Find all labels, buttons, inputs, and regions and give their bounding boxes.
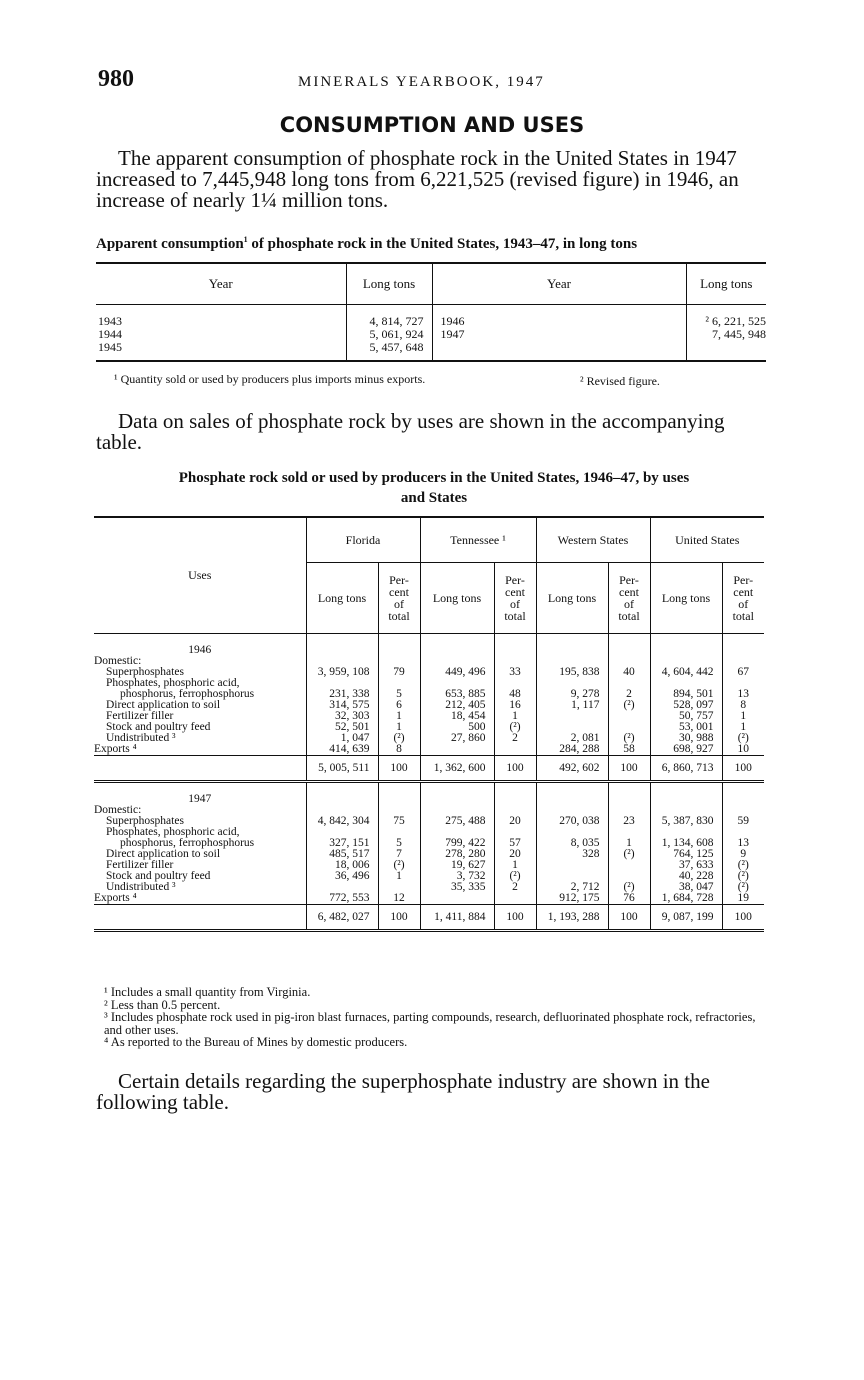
- t2-empty-cell: [650, 634, 722, 657]
- t1-tons-1944: 5, 061, 924: [369, 327, 424, 341]
- table1-caption-a: Apparent consumption: [96, 236, 244, 252]
- t2-cell-undistributed: (²): [737, 881, 749, 893]
- paragraph-3-text: Certain details regarding the superphosphate industry are shown in the following table.: [96, 1069, 710, 1114]
- t2-label-fertilizer-filler: Fertilizer filler: [94, 711, 306, 722]
- t2-cell-superphosphates: 59: [737, 815, 749, 827]
- t2-cell-fertilizer-filler: [608, 711, 650, 722]
- t1-year-1947: 1947: [440, 327, 465, 341]
- t2-head-us: United States: [650, 517, 764, 563]
- t2-cell-direct-application: 764, 125: [650, 849, 722, 860]
- section-title: CONSUMPTION AND USES: [279, 113, 585, 137]
- t2-total-cell: 6, 860, 713: [650, 756, 722, 782]
- t1-head-year-left: Year: [96, 263, 346, 305]
- t2-cell-phosphates: 9, 278: [536, 689, 608, 700]
- t2-cell-exports: [494, 744, 536, 756]
- t1-head-tons-left: Long tons: [346, 263, 432, 305]
- t1-year-1945: 1945: [98, 340, 122, 354]
- t2-label-exports: Exports ⁴: [94, 893, 306, 905]
- pct-l1: Per-: [733, 573, 754, 587]
- pct-l3: of: [510, 597, 520, 611]
- t2-total-cell: 1, 411, 884: [420, 905, 494, 931]
- t2-cell-fertilizer-filler: 1: [740, 710, 747, 722]
- t2-empty-cell: [306, 782, 378, 806]
- t2-cell-undistributed: (²): [608, 882, 650, 893]
- t2-footnote-4: ⁴ As reported to the Bureau of Mines by domestic producers.: [104, 1035, 408, 1049]
- t2-empty-cell: [420, 782, 494, 806]
- t2-label-phosphates-label: Phosphates, phosphoric acid,: [94, 678, 306, 689]
- t2-cell-direct-application: 8: [740, 699, 747, 711]
- t2-cell-superphosphates: 270, 038: [536, 816, 608, 827]
- t2-cell-undistributed: 2, 712: [536, 882, 608, 893]
- t2-cell-fertilizer-filler: (²): [378, 860, 420, 871]
- t2-cell-phosphates: 48: [494, 689, 536, 700]
- t2-cell-stock-feed: 53, 001: [650, 722, 722, 733]
- t2-sub-pct-ws: [608, 563, 650, 634]
- t2-cell-superphosphates: 23: [608, 816, 650, 827]
- t2-total-label: [94, 905, 306, 931]
- t2-label-undistributed: Undistributed ³: [94, 733, 306, 744]
- running-title: MINERALS YEARBOOK, 1947: [298, 74, 545, 90]
- page-number: 980: [98, 66, 134, 92]
- pct-l2: cent: [733, 585, 754, 599]
- t2-cell-phosphates: 8, 035: [536, 838, 608, 849]
- t2-empty-cell: [536, 634, 608, 657]
- t2-cell-fertilizer-filler: 32, 303: [306, 711, 378, 722]
- t2-cell-fertilizer-filler: 1: [494, 711, 536, 722]
- t2-cell-undistributed: 2: [494, 882, 536, 893]
- t2-total-cell: 100: [494, 905, 536, 931]
- t2-sub-pct-us: [722, 563, 764, 634]
- t2-total-cell: 100: [378, 756, 420, 782]
- t2-empty-cell: [378, 634, 420, 657]
- intro-text: The apparent consumption of phosphate rock in the United States in 1947 increased to 7,445,948 long tons from 6,221,525 (revised figure) in 1946, an increase of nearly 1¼ million tons.: [96, 146, 739, 212]
- t2-cell-phosphates: 231, 338: [306, 689, 378, 700]
- t2-total-cell: 1, 193, 288: [536, 905, 608, 931]
- t2-cell-stock-feed: 40, 228: [650, 871, 722, 882]
- pct-l2: cent: [389, 585, 409, 599]
- t2-cell-fertilizer-filler: [536, 860, 608, 871]
- pct-l4: total: [732, 609, 754, 623]
- t2-footnote-3: ³ Includes phosphate rock used in pig-iron blast furnaces, parting compounds, research, defluorinated phosphate rock, refractories, and other uses.: [104, 1010, 756, 1037]
- t1-right-tons: [686, 305, 766, 362]
- t2-total-cell: 100: [722, 905, 764, 931]
- pct-l3: of: [394, 597, 404, 611]
- t2-cell-stock-feed: 1: [378, 722, 420, 733]
- t2-cell-superphosphates: 40: [608, 667, 650, 678]
- t2-cell-exports: 912, 175: [536, 893, 608, 905]
- table2-caption-line1: Phosphate rock sold or used by producers in the United States, 1946–47, by uses: [178, 470, 690, 486]
- t2-cell-exports: 698, 927: [650, 744, 722, 756]
- t2-cell-direct-application: 314, 575: [306, 700, 378, 711]
- t2-row-stock-feed: [94, 871, 764, 882]
- t2-total-cell: 6, 482, 027: [306, 905, 378, 931]
- t2-cell-phosphates: 2: [608, 689, 650, 700]
- t2-total-cell: 100: [494, 756, 536, 782]
- t2-cell-phosphates: 894, 501: [650, 689, 722, 700]
- t2-empty-cell: [536, 782, 608, 806]
- t2-cell-superphosphates: 195, 838: [536, 667, 608, 678]
- t2-total-cell: 9, 087, 199: [650, 905, 722, 931]
- t2-cell-undistributed: 27, 860: [420, 733, 494, 744]
- t2-cell-stock-feed: (²): [494, 871, 536, 882]
- t2-label-phosphates-label: Phosphates, phosphoric acid,: [94, 827, 306, 838]
- t2-cell-superphosphates: 4, 842, 304: [306, 816, 378, 827]
- t2-total-row: [94, 756, 764, 782]
- t2-cell-fertilizer-filler: 19, 627: [420, 860, 494, 871]
- t2-cell-superphosphates: 3, 959, 108: [306, 667, 378, 678]
- t1-tons-1945: 5, 457, 648: [369, 340, 424, 354]
- t2-cell-stock-feed: 1: [740, 721, 747, 733]
- t2-empty-cell: [494, 634, 536, 657]
- t2-total-cell: 492, 602: [536, 756, 608, 782]
- t2-total-cell: 1, 362, 600: [420, 756, 494, 782]
- uses-table: [94, 516, 764, 932]
- page-header: [98, 66, 768, 96]
- t2-cell-fertilizer-filler: 50, 757: [650, 711, 722, 722]
- t2-cell-fertilizer-filler: 37, 633: [650, 860, 722, 871]
- t2-cell-undistributed: (²): [378, 733, 420, 744]
- t2-label-superphosphates: Superphosphates: [94, 667, 306, 678]
- t2-cell-fertilizer-filler: 1: [494, 860, 536, 871]
- t2-cell-undistributed: 38, 047: [650, 882, 722, 893]
- t2-cell-direct-application: 6: [378, 700, 420, 711]
- t2-cell-fertilizer-filler: [608, 860, 650, 871]
- t2-cell-exports: [420, 744, 494, 756]
- t2-empty-cell: [494, 782, 536, 806]
- table1-caption-sup: 1: [243, 235, 248, 244]
- t2-year-label: 1946: [94, 634, 306, 657]
- t2-year-label: 1947: [94, 782, 306, 806]
- t2-cell-exports: 19: [737, 892, 749, 904]
- t2-empty-cell: [650, 782, 722, 806]
- t2-cell-exports: 12: [378, 893, 420, 905]
- t2-cell-fertilizer-filler: 18, 006: [306, 860, 378, 871]
- t2-cell-direct-application: 20: [494, 849, 536, 860]
- t2-cell-phosphates: 799, 422: [420, 838, 494, 849]
- t2-cell-phosphates: 5: [378, 838, 420, 849]
- t2-cell-direct-application: 212, 405: [420, 700, 494, 711]
- t2-sub-pct-tn: [494, 563, 536, 634]
- t2-label-direct-application: Direct application to soil: [94, 700, 306, 711]
- table1-caption-b: of phosphate rock in the United States, 1943–47, in long tons: [247, 236, 638, 252]
- t2-cell-fertilizer-filler: (²): [737, 859, 749, 871]
- t2-cell-stock-feed: 36, 496: [306, 871, 378, 882]
- t2-footnote-2: ² Less than 0.5 percent.: [104, 997, 221, 1012]
- table1-body-row: [96, 305, 766, 362]
- t2-label-stock-feed: Stock and poultry feed: [94, 871, 306, 882]
- pct-l4: total: [618, 609, 640, 623]
- t2-cell-superphosphates: 67: [737, 666, 749, 678]
- t2-cell-stock-feed: 52, 501: [306, 722, 378, 733]
- t2-cell-exports: 284, 288: [536, 744, 608, 756]
- t2-total-cell: 100: [722, 756, 764, 782]
- pct-l4: total: [388, 609, 410, 623]
- intro-paragraph: [96, 148, 772, 211]
- t2-cell-phosphates: 13: [737, 688, 749, 700]
- t2-cell-direct-application: 528, 097: [650, 700, 722, 711]
- pct-l4: total: [504, 609, 526, 623]
- t1-head-tons-right: Long tons: [686, 263, 766, 305]
- t2-sub-tons-us: Long tons: [650, 563, 722, 634]
- t2-sub-tons-fl: Long tons: [306, 563, 378, 634]
- table2-caption-line2: and States: [400, 490, 468, 506]
- t2-domestic-label: Domestic:: [94, 656, 306, 667]
- t2-cell-stock-feed: (²): [494, 722, 536, 733]
- t2-cell-exports: 8: [378, 744, 420, 756]
- t2-group-header-row: [94, 517, 764, 563]
- t2-label-fertilizer-filler: Fertilizer filler: [94, 860, 306, 871]
- t2-cell-fertilizer-filler: [536, 711, 608, 722]
- t2-cell-stock-feed: 500: [420, 722, 494, 733]
- t1-tons-1946: ² 6, 221, 525: [705, 314, 766, 328]
- t2-cell-phosphates: 327, 151: [306, 838, 378, 849]
- t2-head-uses: Uses: [94, 517, 306, 634]
- paragraph-3: [96, 1071, 772, 1113]
- t2-empty-cell: [420, 634, 494, 657]
- t2-cell-direct-application: 1, 117: [536, 700, 608, 711]
- table2-caption: [96, 468, 772, 508]
- t2-row-exports: [94, 744, 764, 756]
- paragraph-2: [96, 411, 772, 453]
- t2-domestic-label: Domestic:: [94, 805, 306, 816]
- t2-cell-phosphates: 5: [378, 689, 420, 700]
- t2-total-row: [94, 905, 764, 931]
- t2-cell-direct-application: 7: [378, 849, 420, 860]
- t1-tons-1943: 4, 814, 727: [369, 314, 424, 328]
- t2-year-row: [94, 782, 764, 806]
- t2-label-phosphates: phosphorus, ferrophosphorus: [94, 689, 306, 700]
- t2-row-direct-application: [94, 700, 764, 711]
- t2-cell-direct-application: 328: [536, 849, 608, 860]
- t2-label-direct-application: Direct application to soil: [94, 849, 306, 860]
- t2-cell-exports: 10: [737, 743, 749, 755]
- t2-label-undistributed: Undistributed ³: [94, 882, 306, 893]
- t2-cell-direct-application: (²): [608, 849, 650, 860]
- t1-left-tons: [346, 305, 432, 362]
- t2-cell-phosphates: 1: [608, 838, 650, 849]
- t2-cell-stock-feed: 3, 732: [420, 871, 494, 882]
- t2-cell-fertilizer-filler: 1: [378, 711, 420, 722]
- t2-cell-exports: 414, 639: [306, 744, 378, 756]
- pct-l1: Per-: [619, 573, 639, 587]
- t2-row-exports: [94, 893, 764, 905]
- t2-sub-tons-tn: Long tons: [420, 563, 494, 634]
- pct-l2: cent: [505, 585, 525, 599]
- t1-tons-1947: 7, 445, 948: [712, 327, 766, 341]
- t2-cell-direct-application: 9: [740, 848, 747, 860]
- t2-cell-stock-feed: 1: [378, 871, 420, 882]
- t2-cell-superphosphates: 275, 488: [420, 816, 494, 827]
- t2-empty-cell: [608, 782, 650, 806]
- t2-empty-cell: [722, 634, 764, 657]
- t1-left-years: [96, 305, 346, 362]
- t2-cell-exports: 1, 684, 728: [650, 893, 722, 905]
- t2-total-label: [94, 756, 306, 782]
- t2-cell-direct-application: 278, 280: [420, 849, 494, 860]
- pct-l2: cent: [619, 585, 639, 599]
- t2-cell-direct-application: (²): [608, 700, 650, 711]
- t2-cell-undistributed: (²): [737, 732, 749, 744]
- t2-cell-phosphates: 653, 885: [420, 689, 494, 700]
- t2-label-superphosphates: Superphosphates: [94, 816, 306, 827]
- t2-cell-direct-application: 16: [494, 700, 536, 711]
- paragraph-2-text: Data on sales of phosphate rock by uses are shown in the accompanying table.: [96, 409, 725, 454]
- t2-cell-superphosphates: 5, 387, 830: [650, 816, 722, 827]
- t1-right-years: [432, 305, 686, 362]
- t2-sub-pct-fl: [378, 563, 420, 634]
- pct-l3: of: [624, 597, 634, 611]
- t2-cell-exports: 772, 553: [306, 893, 378, 905]
- t2-cell-superphosphates: 79: [378, 667, 420, 678]
- t2-cell-phosphates: 13: [737, 837, 749, 849]
- pct-l1: Per-: [505, 573, 525, 587]
- t1-head-year-right: Year: [432, 263, 686, 305]
- t2-sub-tons-ws: Long tons: [536, 563, 608, 634]
- t2-cell-exports: [420, 893, 494, 905]
- t2-cell-superphosphates: 4, 604, 442: [650, 667, 722, 678]
- t2-total-cell: 100: [608, 905, 650, 931]
- consumption-table: [96, 262, 766, 362]
- t2-cell-undistributed: 2, 081: [536, 733, 608, 744]
- t1-footnote-1: ¹ Quantity sold or used by producers plus imports minus exports.: [114, 372, 426, 386]
- t2-cell-direct-application: 485, 517: [306, 849, 378, 860]
- t2-cell-exports: 58: [608, 744, 650, 756]
- t2-footnote-1: ¹ Includes a small quantity from Virginia.: [104, 985, 311, 999]
- t2-total-cell: 5, 005, 511: [306, 756, 378, 782]
- t2-cell-undistributed: 2: [494, 733, 536, 744]
- t2-empty-cell: [306, 634, 378, 657]
- t2-row-undistributed: [94, 733, 764, 744]
- t2-cell-undistributed: 1, 047: [306, 733, 378, 744]
- t2-cell-phosphates: 1, 134, 608: [650, 838, 722, 849]
- t2-total-cell: 100: [378, 905, 420, 931]
- t2-cell-undistributed: (²): [608, 733, 650, 744]
- t2-row-stock-feed: [94, 722, 764, 733]
- t2-empty-cell: [722, 782, 764, 806]
- t2-year-row: [94, 634, 764, 657]
- t2-cell-stock-feed: (²): [737, 870, 749, 882]
- t1-year-1944: 1944: [98, 327, 122, 341]
- t2-cell-undistributed: 35, 335: [420, 882, 494, 893]
- t2-head-tennessee: Tennessee ¹: [420, 517, 536, 563]
- table1-caption: [96, 235, 772, 253]
- t2-cell-exports: [494, 893, 536, 905]
- t2-head-western: Western States: [536, 517, 650, 563]
- pct-l3: of: [738, 597, 749, 611]
- t2-total-cell: 100: [608, 756, 650, 782]
- t2-cell-superphosphates: 75: [378, 816, 420, 827]
- t2-cell-fertilizer-filler: 18, 454: [420, 711, 494, 722]
- t2-body: [94, 634, 764, 931]
- t2-row-direct-application: [94, 849, 764, 860]
- t2-cell-superphosphates: 449, 496: [420, 667, 494, 678]
- pct-l1: Per-: [389, 573, 409, 587]
- t2-footnotes: [90, 986, 770, 1049]
- t2-label-phosphates: phosphorus, ferrophosphorus: [94, 838, 306, 849]
- t2-cell-phosphates: 57: [494, 838, 536, 849]
- t2-label-stock-feed: Stock and poultry feed: [94, 722, 306, 733]
- t1-footnote-2: ² Revised figure.: [580, 374, 660, 388]
- t2-empty-cell: [378, 782, 420, 806]
- t2-cell-exports: 76: [608, 893, 650, 905]
- t2-cell-undistributed: 30, 988: [650, 733, 722, 744]
- t2-label-exports: Exports ⁴: [94, 744, 306, 756]
- t1-year-1946: 1946: [440, 314, 465, 328]
- t2-empty-cell: [608, 634, 650, 657]
- t2-cell-superphosphates: 33: [494, 667, 536, 678]
- table1-header-row: [96, 263, 766, 305]
- t2-cell-superphosphates: 20: [494, 816, 536, 827]
- t1-year-1943: 1943: [98, 314, 122, 328]
- t2-head-florida: Florida: [306, 517, 420, 563]
